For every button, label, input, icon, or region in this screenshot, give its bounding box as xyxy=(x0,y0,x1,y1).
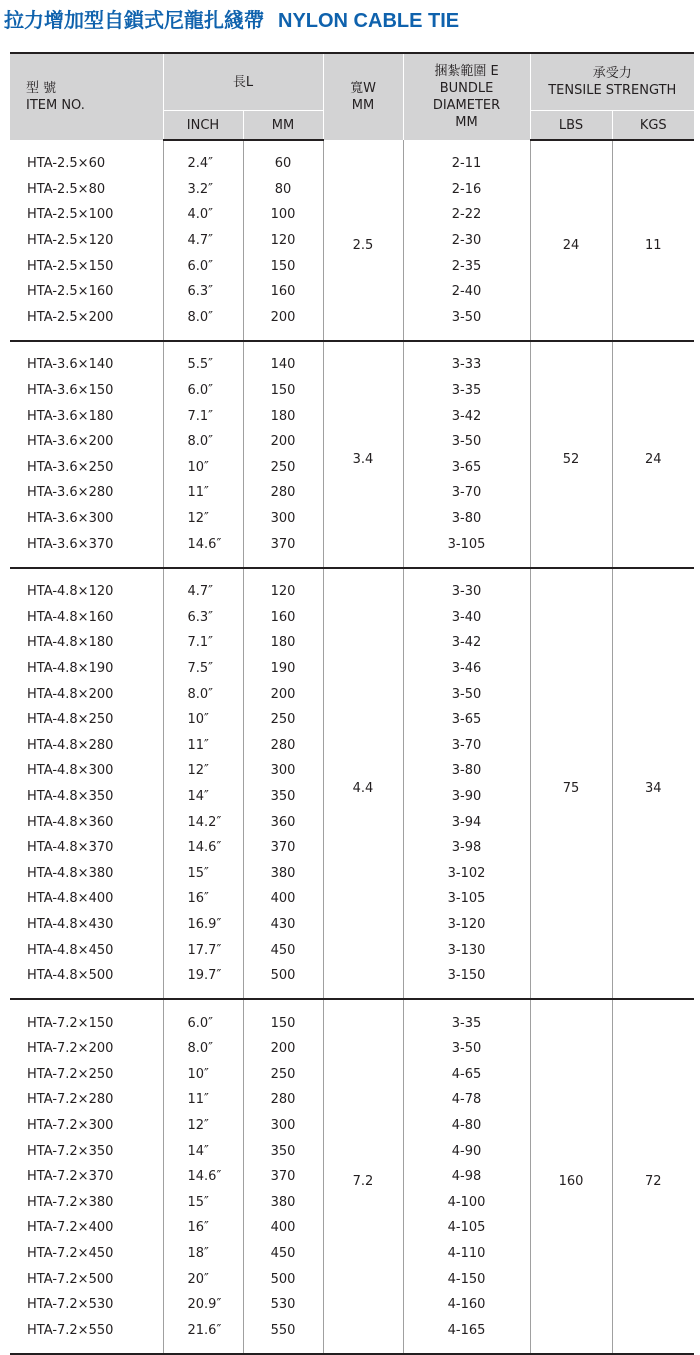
cell-length-inch: 11″ xyxy=(163,480,243,506)
header-tensile-en: TENSILE STRENGTH xyxy=(548,83,677,98)
cell-tensile-lbs: 75 xyxy=(530,568,612,1000)
cell-bundle-diameter: 3-50 xyxy=(403,681,530,707)
cell-bundle-diameter: 3-42 xyxy=(403,630,530,656)
cell-item-no: HTA-4.8×180 xyxy=(27,635,114,651)
cell-length-inch: 18″ xyxy=(163,1241,243,1267)
cell-length-inch: 21.6″ xyxy=(163,1318,243,1355)
cell-item-no: HTA-3.6×250 xyxy=(27,459,114,475)
cell-bundle-diameter: 2-35 xyxy=(403,253,530,279)
cell-length-inch: 7.1″ xyxy=(163,403,243,429)
header-bundle-en2: DIAMETER xyxy=(432,98,501,113)
cell-length-inch: 16″ xyxy=(163,886,243,912)
cell-item-no: HTA-7.2×450 xyxy=(27,1246,114,1262)
cell-length-mm: 140 xyxy=(243,341,323,378)
header-item-zh: 型 號 xyxy=(26,81,57,96)
cell-length-inch: 10″ xyxy=(163,455,243,481)
cell-length-mm: 550 xyxy=(243,1318,323,1355)
cell-length-inch: 19.7″ xyxy=(163,963,243,1000)
cell-tensile-lbs: 52 xyxy=(530,341,612,568)
cell-item-no: HTA-7.2×150 xyxy=(27,1015,114,1031)
cell-bundle-diameter: 4-110 xyxy=(403,1241,530,1267)
cell-length-inch: 8.0″ xyxy=(163,305,243,342)
cell-item-no: HTA-7.2×300 xyxy=(27,1118,114,1134)
cell-length-inch: 6.0″ xyxy=(163,999,243,1036)
cell-bundle-diameter: 3-94 xyxy=(403,809,530,835)
cell-length-mm: 450 xyxy=(243,1241,323,1267)
cell-bundle-diameter: 3-46 xyxy=(403,656,530,682)
header-item-no xyxy=(10,53,163,140)
cell-item-no: HTA-7.2×550 xyxy=(10,1318,163,1355)
cell-item-no: HTA-4.8×350 xyxy=(27,788,114,804)
cell-length-mm: 280 xyxy=(243,480,323,506)
cell-length-mm: 180 xyxy=(243,630,323,656)
cell-item-no: HTA-3.6×140 xyxy=(27,357,114,373)
cell-bundle-diameter: 3-42 xyxy=(403,403,530,429)
cell-item-no: HTA-7.2×350 xyxy=(27,1143,114,1159)
cell-item-no: HTA-2.5×120 xyxy=(27,233,114,249)
cell-length-inch: 20.9″ xyxy=(163,1292,243,1318)
cell-item-no: HTA-7.2×370 xyxy=(27,1169,114,1185)
cell-length-mm: 100 xyxy=(243,202,323,228)
cell-length-inch: 8.0″ xyxy=(163,429,243,455)
table-row xyxy=(10,568,694,605)
cell-bundle-diameter: 3-105 xyxy=(403,531,530,568)
cell-length-mm: 80 xyxy=(243,177,323,203)
cell-item-no: HTA-3.6×300 xyxy=(27,511,114,527)
cell-length-mm: 250 xyxy=(243,1062,323,1088)
cell-bundle-diameter: 3-65 xyxy=(403,707,530,733)
cell-item-no: HTA-4.8×300 xyxy=(27,763,114,779)
title-en: NYLON CABLE TIE xyxy=(278,10,460,32)
cell-length-inch: 4.0″ xyxy=(163,202,243,228)
cell-length-inch: 14″ xyxy=(163,784,243,810)
cell-length-inch: 6.3″ xyxy=(163,605,243,631)
cell-bundle-diameter: 2-11 xyxy=(403,140,530,177)
cell-tensile-lbs: 24 xyxy=(530,140,612,341)
table-row xyxy=(10,140,694,177)
cell-length-inch: 4.7″ xyxy=(163,568,243,605)
cell-length-inch: 2.4″ xyxy=(163,140,243,177)
cell-length-inch: 14.2″ xyxy=(163,809,243,835)
cell-bundle-diameter: 3-130 xyxy=(403,937,530,963)
cell-bundle-diameter: 3-50 xyxy=(403,305,530,342)
cell-width: 4.4 xyxy=(323,568,403,1000)
cell-item-no: HTA-3.6×180 xyxy=(27,408,114,424)
cell-length-inch: 7.1″ xyxy=(163,630,243,656)
cell-item-no: HTA-2.5×160 xyxy=(27,284,114,300)
cell-item-no: HTA-4.8×250 xyxy=(27,712,114,728)
cell-length-inch: 14.6″ xyxy=(163,531,243,568)
cell-length-mm: 360 xyxy=(243,809,323,835)
cell-width: 3.4 xyxy=(323,341,403,568)
cell-bundle-diameter: 4-105 xyxy=(403,1215,530,1241)
cell-length-mm: 190 xyxy=(243,656,323,682)
cell-item-no: HTA-4.8×280 xyxy=(27,737,114,753)
cell-length-mm: 300 xyxy=(243,506,323,532)
cell-length-mm: 150 xyxy=(243,253,323,279)
cell-item-no: HTA-2.5×150 xyxy=(27,258,114,274)
cell-length-mm: 400 xyxy=(243,1215,323,1241)
header-tensile xyxy=(530,53,694,111)
cell-bundle-diameter: 4-90 xyxy=(403,1138,530,1164)
cell-width: 2.5 xyxy=(323,140,403,341)
cell-length-inch: 14.6″ xyxy=(163,1164,243,1190)
cell-bundle-diameter: 3-120 xyxy=(403,912,530,938)
cell-item-no: HTA-4.8×370 xyxy=(27,840,114,856)
cell-item-no: HTA-2.5×60 xyxy=(27,155,106,171)
cell-bundle-diameter: 4-98 xyxy=(403,1164,530,1190)
cell-item-no: HTA-2.5×80 xyxy=(27,181,106,197)
cell-bundle-diameter: 2-22 xyxy=(403,202,530,228)
cell-bundle-diameter: 3-65 xyxy=(403,455,530,481)
cell-length-inch: 11″ xyxy=(163,1087,243,1113)
cell-length-inch: 14″ xyxy=(163,1138,243,1164)
cell-bundle-diameter: 3-70 xyxy=(403,732,530,758)
cell-bundle-diameter: 3-30 xyxy=(403,568,530,605)
cell-length-inch: 16.9″ xyxy=(163,912,243,938)
cell-length-inch: 10″ xyxy=(163,707,243,733)
cell-length-inch: 12″ xyxy=(163,758,243,784)
cell-length-mm: 150 xyxy=(243,378,323,404)
cell-length-inch: 8.0″ xyxy=(163,681,243,707)
spec-table xyxy=(10,52,694,1355)
cell-length-mm: 380 xyxy=(243,860,323,886)
cell-length-mm: 200 xyxy=(243,1036,323,1062)
cell-length-inch: 10″ xyxy=(163,1062,243,1088)
cell-item-no: HTA-4.8×450 xyxy=(27,942,114,958)
cell-bundle-diameter: 3-150 xyxy=(403,963,530,1000)
cell-bundle-diameter: 2-40 xyxy=(403,279,530,305)
cell-bundle-diameter: 3-105 xyxy=(403,886,530,912)
cell-length-mm: 200 xyxy=(243,429,323,455)
cell-item-no: HTA-3.6×370 xyxy=(10,531,163,568)
cell-bundle-diameter: 3-80 xyxy=(403,758,530,784)
cell-bundle-diameter: 3-33 xyxy=(403,341,530,378)
cell-length-mm: 500 xyxy=(243,963,323,1000)
cell-item-no: HTA-3.6×200 xyxy=(27,434,114,450)
cell-length-mm: 250 xyxy=(243,707,323,733)
cell-item-no: HTA-2.5×200 xyxy=(10,305,163,342)
cell-item-no: HTA-7.2×380 xyxy=(27,1194,114,1210)
cell-bundle-diameter: 4-150 xyxy=(403,1266,530,1292)
cell-length-inch: 15″ xyxy=(163,1190,243,1216)
cell-bundle-diameter: 2-16 xyxy=(403,177,530,203)
header-tensile-zh: 承受力 xyxy=(592,66,632,81)
cell-item-no: HTA-4.8×400 xyxy=(27,891,114,907)
cell-tensile-kgs: 34 xyxy=(612,568,694,1000)
cell-tensile-kgs: 11 xyxy=(612,140,694,341)
header-bundle-diameter xyxy=(403,53,530,140)
cell-length-mm: 250 xyxy=(243,455,323,481)
table-group xyxy=(10,999,694,1354)
header-width-zh: 寬W xyxy=(350,81,376,96)
cell-bundle-diameter: 3-90 xyxy=(403,784,530,810)
cell-length-inch: 3.2″ xyxy=(163,177,243,203)
cell-item-no: HTA-4.8×190 xyxy=(27,660,114,676)
header-kgs: KGS xyxy=(612,111,694,141)
cell-length-mm: 370 xyxy=(243,1164,323,1190)
cell-length-mm: 530 xyxy=(243,1292,323,1318)
cell-item-no: HTA-4.8×360 xyxy=(27,814,114,830)
cell-bundle-diameter: 3-40 xyxy=(403,605,530,631)
cell-bundle-diameter: 4-160 xyxy=(403,1292,530,1318)
cell-length-mm: 300 xyxy=(243,1113,323,1139)
cell-length-inch: 6.0″ xyxy=(163,378,243,404)
cell-length-inch: 17.7″ xyxy=(163,937,243,963)
cell-length-mm: 160 xyxy=(243,279,323,305)
cell-length-mm: 400 xyxy=(243,886,323,912)
cell-length-inch: 6.0″ xyxy=(163,253,243,279)
cell-length-mm: 370 xyxy=(243,531,323,568)
cell-length-mm: 150 xyxy=(243,999,323,1036)
table-row xyxy=(10,341,694,378)
cell-length-inch: 12″ xyxy=(163,1113,243,1139)
cell-length-mm: 280 xyxy=(243,732,323,758)
cell-tensile-kgs: 24 xyxy=(612,341,694,568)
cell-length-mm: 500 xyxy=(243,1266,323,1292)
cell-length-mm: 350 xyxy=(243,784,323,810)
cell-item-no: HTA-4.8×500 xyxy=(10,963,163,1000)
cell-width: 7.2 xyxy=(323,999,403,1354)
cell-item-no: HTA-4.8×160 xyxy=(27,609,114,625)
cell-length-mm: 60 xyxy=(243,140,323,177)
table-row xyxy=(10,999,694,1036)
cell-length-mm: 380 xyxy=(243,1190,323,1216)
cell-bundle-diameter: 3-50 xyxy=(403,1036,530,1062)
cell-bundle-diameter: 3-50 xyxy=(403,429,530,455)
cell-item-no: HTA-7.2×200 xyxy=(27,1041,114,1057)
cell-length-inch: 14.6″ xyxy=(163,835,243,861)
cell-bundle-diameter: 4-165 xyxy=(403,1318,530,1355)
cell-length-inch: 15″ xyxy=(163,860,243,886)
cell-item-no: HTA-7.2×280 xyxy=(27,1092,114,1108)
header-mm: MM xyxy=(243,111,323,141)
cell-item-no: HTA-3.6×280 xyxy=(27,485,114,501)
cell-item-no: HTA-7.2×400 xyxy=(27,1220,114,1236)
cell-length-mm: 120 xyxy=(243,568,323,605)
cell-bundle-diameter: 3-35 xyxy=(403,999,530,1036)
cell-item-no: HTA-4.8×200 xyxy=(27,686,114,702)
header-length: 長L xyxy=(163,53,323,111)
header-bundle-en1: BUNDLE xyxy=(439,81,494,96)
cell-bundle-diameter: 3-35 xyxy=(403,378,530,404)
title-zh: 拉力增加型自鎖式尼龍扎綫帶 xyxy=(4,8,264,32)
table-group xyxy=(10,140,694,341)
cell-length-mm: 370 xyxy=(243,835,323,861)
cell-length-mm: 200 xyxy=(243,681,323,707)
cell-length-inch: 12″ xyxy=(163,506,243,532)
cell-tensile-kgs: 72 xyxy=(612,999,694,1354)
cell-item-no: HTA-4.8×430 xyxy=(27,916,114,932)
cell-length-inch: 4.7″ xyxy=(163,228,243,254)
cell-length-mm: 160 xyxy=(243,605,323,631)
cell-bundle-diameter: 3-80 xyxy=(403,506,530,532)
cell-length-mm: 430 xyxy=(243,912,323,938)
table-group xyxy=(10,568,694,1000)
cell-bundle-diameter: 4-80 xyxy=(403,1113,530,1139)
cell-bundle-diameter: 3-70 xyxy=(403,480,530,506)
cell-length-inch: 6.3″ xyxy=(163,279,243,305)
table-group xyxy=(10,341,694,568)
cell-bundle-diameter: 3-98 xyxy=(403,835,530,861)
cell-length-inch: 11″ xyxy=(163,732,243,758)
cell-item-no: HTA-2.5×100 xyxy=(27,207,114,223)
header-width xyxy=(323,53,403,140)
cell-item-no: HTA-7.2×500 xyxy=(27,1271,114,1287)
header-inch: INCH xyxy=(163,111,243,141)
cell-length-inch: 5.5″ xyxy=(163,341,243,378)
cell-length-inch: 8.0″ xyxy=(163,1036,243,1062)
cell-length-mm: 200 xyxy=(243,305,323,342)
cell-length-inch: 7.5″ xyxy=(163,656,243,682)
page-title xyxy=(0,6,700,34)
cell-length-inch: 20″ xyxy=(163,1266,243,1292)
cell-bundle-diameter: 4-65 xyxy=(403,1062,530,1088)
cell-length-mm: 350 xyxy=(243,1138,323,1164)
table-header xyxy=(10,53,694,140)
cell-length-inch: 16″ xyxy=(163,1215,243,1241)
header-lbs: LBS xyxy=(530,111,612,141)
cell-length-mm: 180 xyxy=(243,403,323,429)
cell-length-mm: 280 xyxy=(243,1087,323,1113)
cell-item-no: HTA-4.8×120 xyxy=(27,584,114,600)
cell-length-mm: 120 xyxy=(243,228,323,254)
cell-item-no: HTA-7.2×250 xyxy=(27,1066,114,1082)
header-bundle-unit: MM xyxy=(455,115,478,130)
cell-item-no: HTA-4.8×380 xyxy=(27,865,114,881)
cell-tensile-lbs: 160 xyxy=(530,999,612,1354)
header-item-en: ITEM NO. xyxy=(26,98,85,113)
cell-bundle-diameter: 4-100 xyxy=(403,1190,530,1216)
cell-bundle-diameter: 2-30 xyxy=(403,228,530,254)
cell-length-mm: 450 xyxy=(243,937,323,963)
cell-item-no: HTA-7.2×530 xyxy=(27,1297,114,1313)
cell-bundle-diameter: 3-102 xyxy=(403,860,530,886)
cell-bundle-diameter: 4-78 xyxy=(403,1087,530,1113)
cell-item-no: HTA-3.6×150 xyxy=(27,383,114,399)
cell-length-mm: 300 xyxy=(243,758,323,784)
header-width-unit: MM xyxy=(351,98,375,113)
header-bundle-zh: 捆紮範圍 E xyxy=(434,64,499,79)
